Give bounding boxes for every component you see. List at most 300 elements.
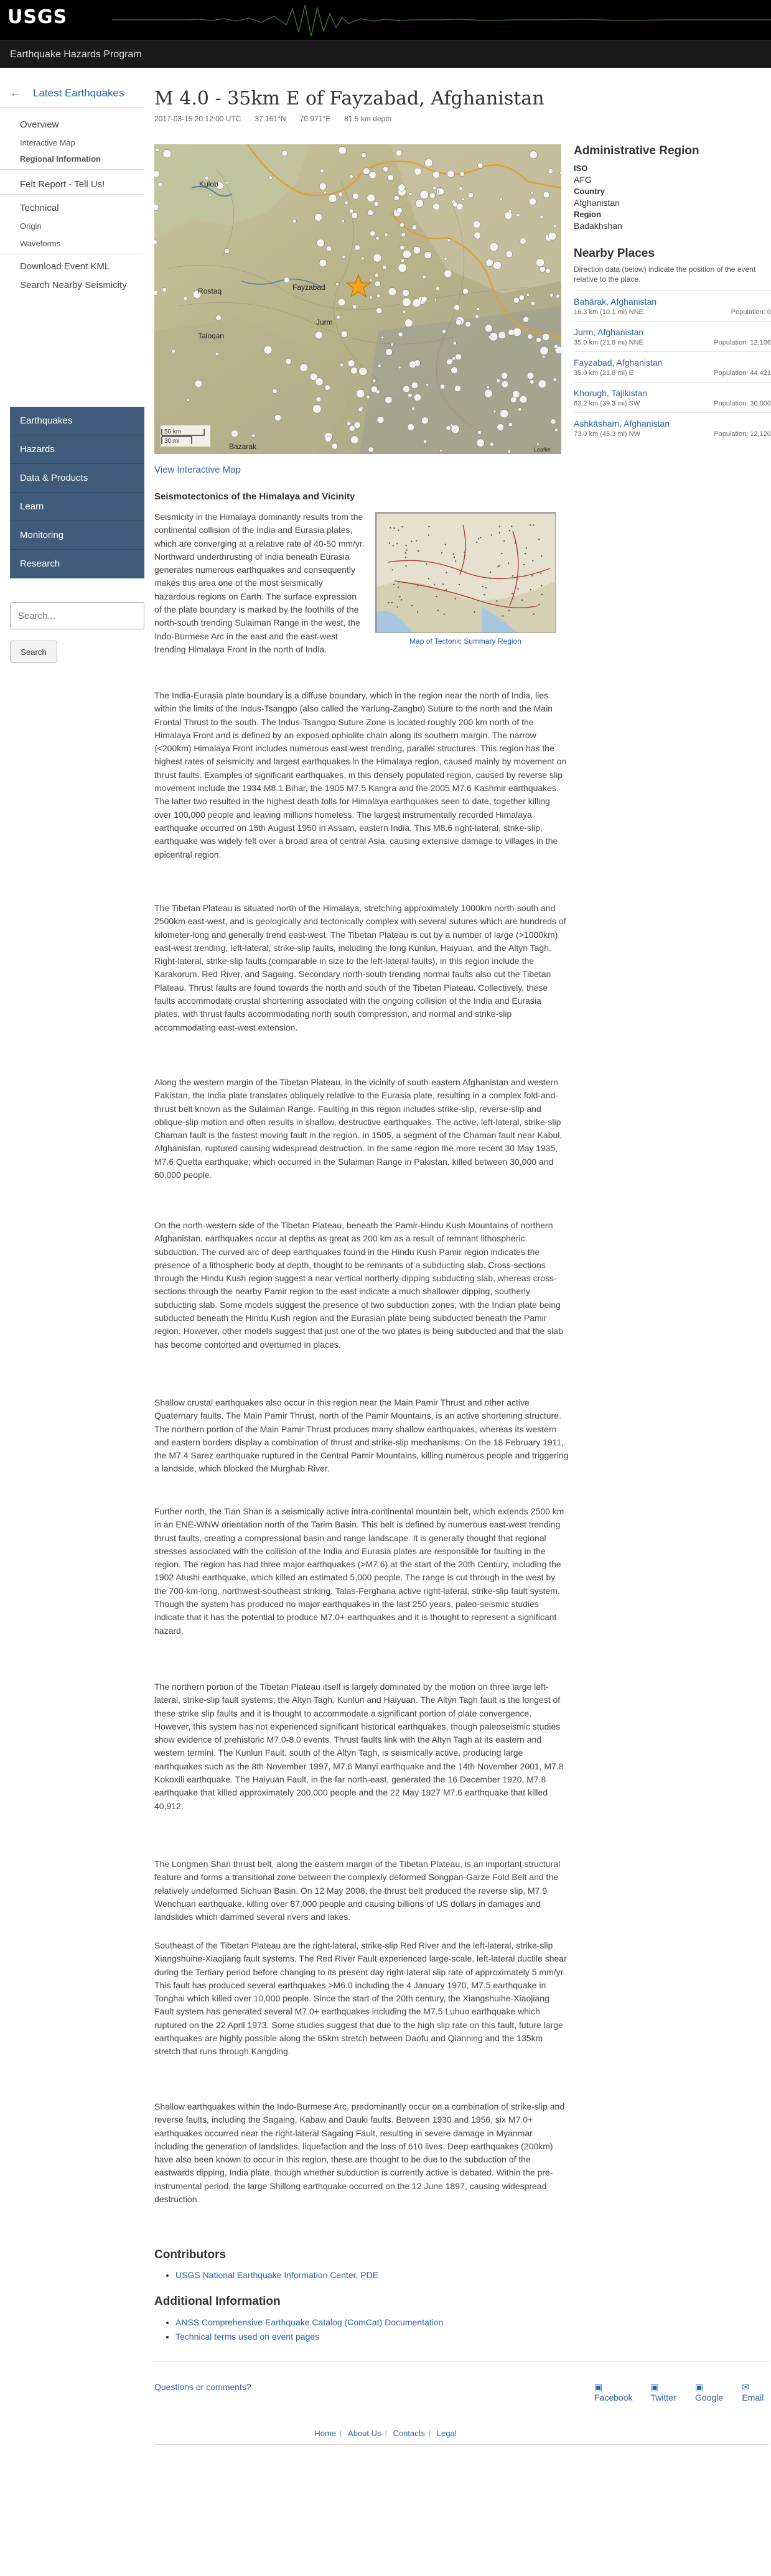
seismicity-dot — [523, 564, 525, 565]
seismicity-dot — [428, 578, 429, 579]
seismicity-dot — [532, 560, 533, 561]
earthquake-marker — [474, 232, 480, 239]
earthquake-marker — [319, 183, 326, 190]
place-name[interactable]: Ashkāsham, Afghanistan — [574, 419, 670, 429]
view-interactive-map-link[interactable]: View Interactive Map — [154, 465, 241, 475]
earthquake-marker — [329, 194, 337, 202]
earthquake-marker — [154, 171, 160, 177]
earthquake-marker — [375, 273, 379, 277]
share-google-label: Google — [694, 2393, 724, 2402]
earthquake-marker — [371, 386, 378, 393]
earthquake-marker — [529, 198, 536, 205]
seismicity-dot — [530, 524, 531, 526]
seismicity-dot — [393, 584, 395, 585]
seismicity-dot — [455, 560, 456, 562]
map-label-kulob: Kulob — [199, 180, 218, 188]
earthquake-marker — [404, 319, 413, 327]
seismicity-dot — [396, 543, 398, 544]
sidebar-divider — [0, 107, 144, 108]
earthquake-marker — [451, 367, 458, 374]
earthquake-marker — [162, 288, 167, 292]
earthquake-marker — [352, 305, 357, 309]
seismicity-dot — [459, 584, 460, 585]
earthquake-marker — [377, 417, 384, 424]
earthquake-marker — [359, 368, 367, 376]
search-button[interactable]: Search — [10, 641, 57, 663]
earthquake-marker — [447, 359, 452, 364]
tectonic-paragraph: Seismicity in the Himalaya dominantly results from the continental collision of the India and Eurasia plates, which are converging at a relative rate of 40-50 mm/yr. Northward underthrusting of India beneath Eurasia generates numerous earthquakes and consequently makes this area one of the most seismically hazardous regions on Earth. The surface expression of the plate boundary is marked by the foothills of the north-south trending Sulaiman Range in the west, the Indo-Burmese Arc in the east and the east-west trending Himalaya Front in the north of India. — [154, 512, 365, 654]
footer-contacts-link[interactable]: Contacts — [393, 2429, 425, 2438]
earthquake-marker — [500, 198, 502, 200]
earthquake-marker — [473, 221, 480, 228]
seismicity-dot — [401, 526, 403, 527]
earthquake-marker — [370, 296, 373, 299]
earthquake-marker — [502, 373, 508, 379]
earthquake-marker — [548, 232, 556, 240]
earthquake-marker — [429, 193, 435, 198]
tectonic-paragraph: Further north, the Tian Shan is a seismically active intra-continental mountain belt, which extends 2500 km in an ENE-WNW orientation north of the Tarim Basin. This belt is defined by numerous east-west trending thrust faults, creating a compressional basin and range landscape. It is generally thought that regional stresses associated with the collision of the India and Eurasia plates are responsible for faulting in the region. The region has had three major earthquakes (>M7.6) at the start of the 20th Century, including the 1902 Atushi earthquake, which killed an estimated 5,000 people. The range is cut through in the west by the 700-km-long, northwest-southeast striking, Talas-Ferghana active right-lateral, strike-slip fault system. Though the system has produced no major earthquakes in the last 250 years, paleo-seismic studies indicate that it has the potential to produce M7.0+ earthquakes and it is thought to represent a significant hazard. — [154, 1506, 564, 1636]
footer-legal-link[interactable]: Legal — [436, 2429, 457, 2438]
earthquake-marker — [163, 149, 171, 157]
sidebar-item-overview[interactable]: Overview — [20, 119, 59, 130]
seismicity-dot — [398, 586, 399, 588]
earthquake-marker — [493, 410, 496, 413]
seismicity-dot — [476, 542, 477, 543]
sidebar-item-interactive-map[interactable]: Interactive Map — [20, 138, 75, 147]
earthquake-marker — [339, 192, 343, 197]
seismicity-dot — [517, 588, 518, 590]
earthquake-marker — [536, 337, 541, 342]
earthquake-marker — [540, 267, 545, 272]
earthquake-marker — [325, 436, 331, 442]
earthquake-marker — [374, 202, 378, 206]
seismicity-dot — [442, 583, 444, 585]
contributors-heading: Contributors — [154, 2248, 227, 2261]
nav-monitoring[interactable]: Monitoring — [10, 521, 144, 550]
seismicity-dot — [485, 587, 487, 588]
earthquake-marker — [342, 220, 345, 223]
earthquake-marker — [156, 148, 159, 152]
earthquake-marker — [426, 384, 429, 387]
earthquake-marker — [540, 215, 544, 219]
earthquake-marker — [409, 192, 412, 195]
seismicity-dot — [393, 545, 394, 546]
seismicity-dot — [541, 585, 542, 586]
usgs-logo-text: USGS — [7, 6, 68, 28]
earthquake-marker — [409, 361, 416, 368]
earthquake-marker — [486, 259, 493, 267]
earthquake-marker — [195, 380, 202, 387]
share-email[interactable] — [742, 2382, 771, 2402]
seismicity-dot — [417, 611, 418, 613]
earthquake-marker — [208, 194, 211, 197]
contributor-link[interactable]: USGS National Earthquake Information Center, PDE — [175, 2270, 379, 2280]
earthquake-marker — [402, 289, 409, 296]
map-label-bazarak: Bazarak — [229, 442, 257, 451]
seismicity-dot — [417, 585, 418, 586]
earthquake-marker — [453, 341, 456, 345]
technical-terms-link[interactable]: Technical terms used on event pages — [175, 2332, 320, 2342]
sidebar-item-download-kml[interactable]: Download Event KML — [20, 261, 110, 272]
earthquake-marker — [251, 434, 255, 438]
earthquake-marker — [433, 203, 440, 210]
earthquake-marker — [336, 282, 339, 285]
earthquake-marker — [527, 373, 534, 379]
usgs-logo[interactable] — [7, 6, 67, 28]
map-attribution: Leaflet — [534, 447, 551, 453]
seismicity-dot — [491, 534, 492, 535]
share-facebook-label: Facebook — [594, 2393, 633, 2402]
earthquake-marker — [300, 364, 308, 372]
earthquake-marker — [292, 219, 296, 223]
earthquake-marker — [158, 182, 162, 187]
list-item — [175, 2315, 443, 2330]
earthquake-marker — [369, 171, 376, 178]
earthquake-marker — [315, 331, 322, 339]
earthquake-marker — [516, 213, 520, 217]
earthquake-marker — [385, 233, 388, 237]
map-label-fayzabad: Fayzabad — [292, 283, 325, 292]
earthquake-marker — [412, 407, 415, 410]
share-links — [594, 2382, 771, 2402]
earthquake-marker — [341, 331, 347, 337]
sidebar-item-origin[interactable]: Origin — [20, 221, 42, 231]
place-name[interactable]: Bahārak, Afghanistan — [574, 297, 657, 307]
earthquake-marker — [349, 209, 353, 213]
sidebar-item-felt-report[interactable]: Felt Report - Tell Us! — [20, 179, 105, 190]
earthquake-marker — [548, 169, 553, 174]
tectonic-paragraph: The India-Eurasia plate boundary is a diffuse boundary, which in the region near the north of India, lies within the limits of the Indus-Tsangpo (also called the Yarlung-Zangbo) Suture to the north and the Main Frontal Thrust to the south. The Indus-Tsangpo Suture Zone is located roughly 200 km north of the Himalaya Front and is defined by an exposed ophiolite chain along its southern margin. The narrow (<200km) Himalaya Front includes numerous east-west trending, parallel structures. This region has the highest rates of seismicity and largest earthquakes in the Himalaya region, caused mainly by movement on thrust faults. Examples of significant earthquakes, in this densely populated region, caused by reverse slip movement include the 1934 M8.1 Bihar, the 1905 M7.5 Kangra and the 2005 M7.6 Kashmir earthquakes. The latter two resulted in the highest death tolls for Himalaya earthquakes seen to date, together killing over 100,000 people and leaving millions homeless. The largest instrumentally recorded Himalaya earthquake occurred on 15th August 1950 in Assam, eastern India. This M8.6 right-lateral, strike-slip, earthquake was widely felt over a broad area of central Asia, causing extensive damage to villages in the epicentral region. — [154, 690, 567, 859]
place-distance: 73.0 km (45.3 mi) NW — [574, 430, 640, 438]
admin-region-list — [574, 163, 771, 232]
earthquake-marker — [362, 257, 365, 260]
seismicity-dot — [398, 530, 399, 531]
place-population: Population: 0 — [731, 308, 771, 316]
earthquake-marker — [388, 288, 396, 296]
earthquake-marker — [312, 405, 321, 414]
seismicity-dot — [508, 610, 510, 611]
earthquake-marker — [378, 364, 381, 368]
earthquake-marker — [231, 430, 238, 437]
search-input[interactable] — [10, 602, 144, 629]
tectonic-paragraph: On the north-western side of the Tibetan Plateau, beneath the Pamir-Hindu Kush Mountains of northern Afghanistan, earthquakes occur at depths as great as 200 km as a result of remnant lithospheric subduction. The curved arc of deep earthquakes found in the Hindu Kush Pamir region indicates the presence of a lithospheric body at depth, thought to be remnants of a subducting slab. Cross-sections through the Hindu Kush region suggest a near vertical northerly-dipping subducting slab, whereas cross-sections through the nearby Pamir region to the east indicate a much shallower dipping, southerly subducting slab. Some models suggest the presence of two subduction zones; with the Indian plate being subducted beneath the Hindu Kush region and the Eurasian plate being subducted beneath the Pamir region. However, other models suggest that just one of the two plates is being subducted and that the slab has become contorted and overturned in places. — [154, 1220, 563, 1350]
share-google[interactable] — [695, 2382, 731, 2402]
program-bar — [0, 40, 771, 68]
earthquake-marker — [438, 188, 444, 195]
seismicity-dot — [512, 593, 513, 594]
right-column — [574, 144, 771, 443]
place-population: Population: 44,421 — [714, 369, 771, 377]
earthquake-marker — [368, 447, 374, 453]
seismicity-dot — [391, 602, 393, 603]
seismicity-dot — [405, 552, 406, 554]
earthquake-marker — [398, 332, 403, 336]
earthquake-marker — [432, 171, 439, 178]
earthquake-marker — [398, 366, 401, 369]
admin-region-heading: Administrative Region — [574, 144, 699, 157]
earthquake-marker — [396, 150, 402, 156]
seismicity-dot — [390, 527, 391, 528]
earthquake-marker — [500, 409, 508, 418]
earthquake-marker — [315, 213, 322, 221]
nav-hazards[interactable]: Hazards — [10, 435, 144, 464]
earthquake-marker — [315, 378, 324, 386]
facebook-icon: ▣ — [594, 2382, 603, 2392]
list-item — [574, 290, 771, 321]
seismicity-dot — [499, 526, 500, 527]
earthquake-marker — [396, 208, 402, 213]
place-name[interactable]: Jurm, Afghanistan — [574, 327, 644, 337]
page-title: M 4.0 - 35km E of Fayzabad, Afghanistan — [154, 88, 544, 109]
seismicity-dot — [453, 554, 454, 555]
seismicity-dot — [498, 565, 500, 566]
earthquake-marker — [485, 325, 492, 332]
earthquake-marker — [553, 378, 557, 382]
regional-map[interactable] — [154, 144, 561, 454]
earthquake-marker — [488, 335, 492, 338]
earthquake-marker — [187, 399, 190, 402]
earthquake-marker — [383, 266, 386, 269]
earthquake-marker — [216, 315, 222, 321]
event-depth: 81.5 km depth — [344, 114, 392, 123]
tectonic-map-canvas — [376, 512, 556, 633]
scale-mi: 30 mi — [164, 438, 180, 445]
earthquake-marker — [497, 379, 500, 382]
tectonic-summary-map[interactable] — [375, 512, 556, 633]
earthquake-marker — [513, 297, 519, 303]
program-title[interactable]: Earthquake Hazards Program — [10, 49, 142, 60]
sidebar-item-regional-information[interactable]: Regional Information — [20, 154, 101, 164]
footer-home-link[interactable]: Home — [314, 2429, 337, 2438]
place-name[interactable]: Khorugh, Tajikistan — [574, 388, 648, 398]
tectonic-paragraph: Southeast of the Tibetan Plateau are the right-lateral, strike-slip Red River and the left-lateral, strike-slip Xiangshuihe-Xiaojiang fault systems. The Red River Fault experienced large-scale, left-lateral ductile shear during the Tertiary period before changing to its present day right-lateral slip rate of approximately 5 mm/yr. This fault has produced several earthquakes >M6.0 including the 4 January 1970, M7.5 earthquake in Tonghai which killed over 10,000 people. Since the start of the 20th century, the Xiangshuihe-Xiaojiang Fault system has generated several M7.0+ earthquakes including the M7.5 Luhuo earthquake which ruptured on the 22 April 1973. Some studies suggest that due to the high slip rate on this fault, future large earthquakes are highly possible along the 65km stretch between Daofu and Qianning and the 135km stretch that runs through Kangding. — [154, 1940, 567, 2057]
nearby-places-list — [574, 290, 771, 443]
earthquake-marker — [498, 331, 506, 339]
earthquake-marker — [367, 396, 370, 399]
tectonic-summary-heading: Seismotectonics of the Himalaya and Vicinity — [154, 491, 355, 502]
earthquake-marker — [326, 246, 332, 252]
comcat-documentation-link[interactable]: ANSS Comprehensive Earthquake Catalog (ComCat) Documentation — [175, 2317, 444, 2327]
map-scale — [161, 425, 210, 447]
share-facebook[interactable] — [594, 2382, 639, 2402]
sidebar-item-search-nearby[interactable]: Search Nearby Seismicity — [20, 280, 127, 290]
earthquake-marker — [316, 397, 321, 402]
event-lat: 37.161°N — [255, 114, 286, 123]
region-label: Region — [574, 210, 602, 219]
earthquake-marker — [453, 202, 458, 207]
earthquake-marker — [358, 407, 363, 412]
seismicity-dot — [501, 553, 502, 554]
seismicity-dot — [512, 575, 513, 577]
iso-label: ISO — [574, 164, 588, 173]
footer-rule — [154, 2444, 769, 2445]
seismicity-dot — [508, 562, 509, 563]
earthquake-marker — [530, 151, 537, 159]
earthquake-marker — [554, 345, 558, 348]
footer-about-link[interactable]: About Us — [348, 2429, 381, 2438]
earthquake-marker — [402, 298, 411, 307]
sidebar-item-waveforms[interactable]: Waveforms — [20, 239, 61, 248]
additional-info-list — [175, 2315, 443, 2344]
earthquake-marker — [332, 443, 338, 450]
share-twitter[interactable] — [650, 2382, 684, 2402]
seismicity-dot — [538, 604, 540, 605]
earthquake-marker — [349, 425, 355, 431]
earthquake-marker — [269, 176, 273, 180]
email-icon: ✉ — [742, 2382, 750, 2392]
additional-info-heading: Additional Information — [154, 2295, 281, 2308]
share-email-label: Email — [742, 2393, 764, 2402]
earthquake-marker — [370, 279, 372, 281]
questions-link[interactable]: Questions or comments? — [154, 2382, 251, 2392]
seismicity-dot — [426, 563, 427, 565]
seismicity-dot — [446, 572, 447, 573]
seismicity-dot — [454, 557, 455, 558]
seismicity-dot — [480, 537, 481, 538]
earthquake-marker — [440, 384, 445, 389]
seismicity-dot — [540, 573, 541, 574]
seismicity-dot — [496, 600, 497, 601]
nav-learn[interactable]: Learn — [10, 493, 144, 521]
earthquake-marker — [400, 223, 404, 227]
map-canvas — [154, 144, 561, 454]
earthquake-marker — [350, 436, 358, 444]
seismicity-dot — [497, 566, 498, 567]
earthquake-marker — [154, 290, 158, 295]
earthquake-marker — [394, 196, 399, 201]
earthquake-marker — [414, 394, 421, 401]
earthquake-marker — [461, 198, 464, 201]
nav-data-products[interactable]: Data & Products — [10, 464, 144, 493]
earthquake-marker — [511, 397, 517, 403]
earthquake-marker — [400, 245, 404, 249]
seismicity-dot — [482, 586, 483, 587]
earthquake-marker — [368, 210, 373, 216]
list-item — [574, 321, 771, 351]
earthquake-marker — [347, 422, 351, 425]
sidebar-divider — [0, 194, 144, 195]
nav-earthquakes[interactable]: Earthquakes — [10, 407, 144, 435]
earthquake-marker — [559, 172, 561, 174]
seismicity-dot — [406, 545, 407, 546]
seismicity-dot — [538, 539, 540, 540]
earthquake-marker — [424, 251, 431, 258]
earthquake-marker — [463, 289, 469, 294]
place-name[interactable]: Fayzabad, Afghanistan — [574, 358, 663, 368]
earthquake-marker — [456, 354, 462, 360]
seismicity-dot — [428, 534, 429, 535]
seismicity-dot — [446, 589, 447, 590]
earthquake-marker — [172, 350, 175, 353]
seismicity-dot — [541, 555, 542, 557]
earthquake-marker — [536, 259, 544, 267]
earthquake-marker — [456, 319, 461, 325]
earthquake-marker — [336, 315, 340, 319]
back-link-label: Latest Earthquakes — [33, 87, 124, 99]
tectonic-map-caption[interactable]: Map of Tectonic Summary Region — [409, 637, 521, 646]
earthquake-marker — [416, 200, 424, 208]
seismicity-dot — [392, 569, 393, 570]
place-distance: 16.3 km (10.1 mi) NNE — [574, 308, 643, 316]
earthquake-marker — [412, 225, 417, 230]
sidebar-item-technical[interactable]: Technical — [20, 203, 59, 213]
footer-links: Home | About Us | Contacts | Legal — [314, 2429, 457, 2438]
earthquake-marker — [550, 294, 554, 297]
earthquake-marker — [523, 317, 529, 322]
earthquake-marker — [554, 429, 558, 432]
earthquake-marker — [444, 270, 452, 277]
earthquake-marker — [398, 264, 407, 272]
earthquake-marker — [411, 382, 418, 389]
back-link[interactable] — [10, 87, 124, 100]
earthquake-marker — [487, 386, 490, 389]
seismicity-dot — [490, 572, 491, 573]
seismicity-dot — [499, 532, 500, 533]
earthquake-marker — [440, 449, 442, 452]
earthquake-marker — [436, 287, 440, 290]
earthquake-marker — [508, 450, 511, 453]
nearby-places-description: Direction data (below) indicate the position of the event relative to the place. — [574, 265, 756, 284]
earthquake-marker — [345, 201, 348, 205]
event-time: 2017-03-15 20:12:00 UTC — [154, 114, 241, 123]
seismicity-dot — [533, 524, 534, 526]
earthquake-marker — [325, 385, 330, 391]
earthquake-marker — [386, 349, 393, 356]
seismicity-dot — [515, 542, 516, 544]
earthquake-marker — [184, 297, 187, 300]
seismicity-dot — [525, 553, 526, 554]
earthquake-marker — [349, 175, 353, 178]
earthquake-marker — [373, 379, 376, 382]
earthquake-marker — [362, 153, 367, 158]
earthquake-marker — [355, 245, 360, 251]
event-lon: 70.971°E — [299, 114, 331, 123]
seismicity-dot — [445, 544, 446, 545]
earthquake-marker — [376, 236, 380, 240]
earthquake-marker — [401, 233, 406, 237]
earthquake-marker — [490, 243, 498, 251]
seismicity-dot — [484, 594, 485, 595]
seismicity-dot — [405, 565, 406, 567]
earthquake-marker — [225, 182, 228, 184]
share-twitter-label: Twitter — [650, 2393, 676, 2402]
earthquake-marker — [540, 346, 549, 355]
earthquake-marker — [460, 172, 464, 176]
earthquake-marker — [414, 168, 422, 175]
earthquake-marker — [530, 380, 535, 384]
earthquake-marker — [324, 191, 327, 193]
list-item — [574, 412, 771, 443]
earthquake-marker — [401, 259, 404, 262]
earthquake-marker — [398, 184, 406, 192]
earthquake-marker — [553, 225, 556, 228]
earthquake-marker — [490, 442, 493, 446]
seismicity-dot — [388, 602, 389, 603]
earthquake-marker — [538, 380, 546, 388]
earthquake-marker — [354, 422, 361, 429]
tectonic-paragraph: The Longmen Shan thrust belt, along the eastern margin of the Tibetan Plateau, is an important structural feature and forms a transitional zone between the complexly deformed Songpan-Garze Fold Belt and the relatively undeformed Sichuan Basin. On 12 May 2008, the thrust belt produced the reverse slip, M7.9 Wenchuan earthquake, killing over 87,000 people and causing billions of US dollars in damages and landslides which dammed several rivers and lakes. — [154, 1859, 561, 1922]
earthquake-marker — [477, 163, 483, 169]
seismogram-banner — [112, 0, 771, 40]
nav-research[interactable]: Research — [10, 550, 144, 578]
earthquake-marker — [348, 360, 355, 367]
earthquake-marker — [339, 147, 347, 155]
earthquake-marker — [442, 330, 446, 333]
earthquake-marker — [508, 210, 512, 213]
earthquake-marker — [493, 261, 501, 269]
place-distance: 63.2 km (39.3 mi) SW — [574, 400, 640, 407]
sidebar-divider — [0, 169, 144, 170]
